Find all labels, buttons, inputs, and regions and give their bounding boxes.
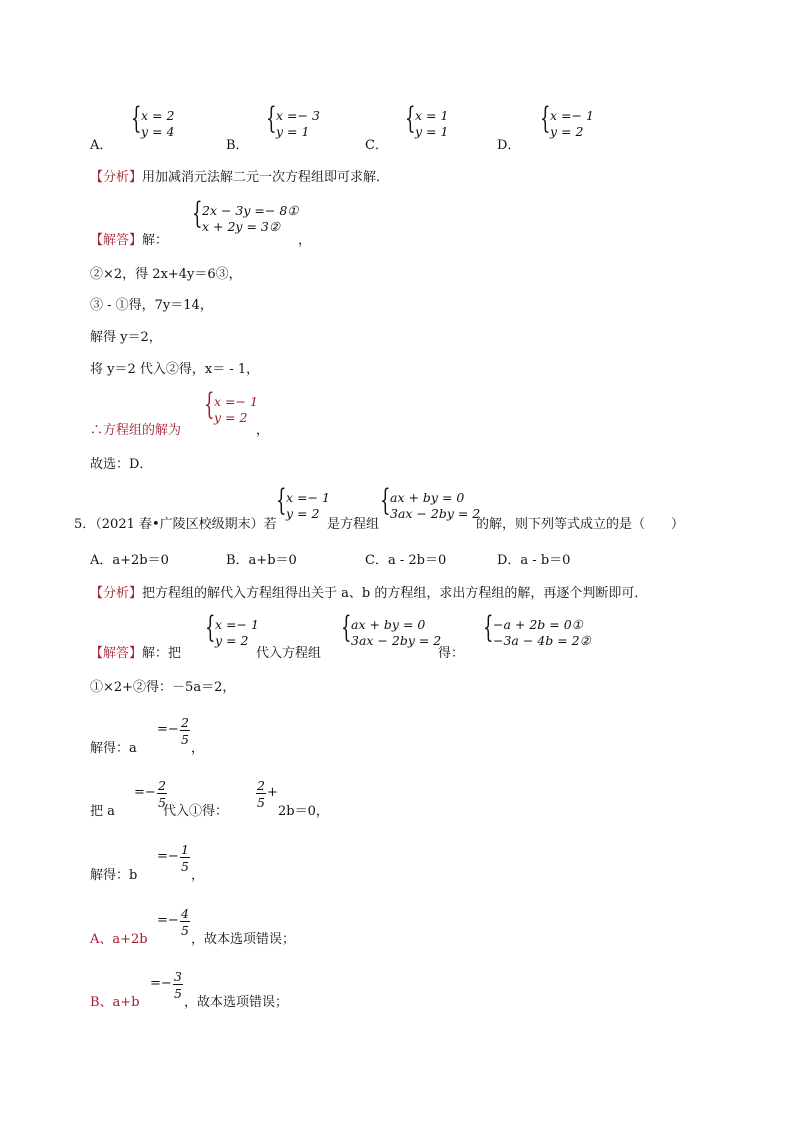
check-b-text: B、a+b: [90, 995, 140, 1010]
sub-plus: +: [267, 785, 278, 800]
solve-a-eq: =−: [157, 722, 179, 737]
result-text: ∴方程组的解为: [90, 423, 182, 438]
answer-intro: 解：把: [142, 646, 182, 661]
answer-tag: 【解答】: [90, 646, 143, 661]
option-b-label: B．: [226, 138, 249, 153]
check-b-eq: =−: [150, 976, 172, 991]
q5-analysis: [90, 582, 647, 601]
check-a-text: A、a+2b: [90, 932, 148, 947]
result-comma: ，: [256, 423, 270, 438]
solve-b-comma: ，: [191, 868, 205, 883]
analysis-tag: 【分析】: [90, 170, 143, 185]
option-a-label: A．: [90, 138, 113, 153]
analysis-text: 用加减消元法解二元一次方程组即可求解．: [142, 170, 390, 185]
system-comma: ，: [298, 233, 312, 248]
q5-option-d: D．a - b＝0: [497, 553, 571, 568]
solve-a-comma: ，: [191, 741, 205, 756]
q5-option-a: A．a+2b＝0: [90, 553, 169, 568]
answer-heading: [90, 642, 181, 661]
option-d-label: D．: [497, 138, 521, 153]
step-4: 将 y＝2 代入②得，x＝ - 1，: [90, 362, 260, 377]
option-c-label: C．: [365, 138, 388, 153]
solve-b-text: 解得：b: [90, 868, 138, 883]
check-a-tail: ，故本选项错误；: [191, 932, 296, 947]
step-2: ③ - ①得，7y＝14，: [90, 298, 213, 313]
step-3: 解得 y＝2，: [90, 330, 162, 345]
answer-heading: [90, 229, 168, 248]
choice: 故选：D．: [90, 457, 153, 472]
q5-step-1: ①×2+②得：－5a＝2，: [90, 680, 236, 695]
analysis-tag: 【分析】: [90, 586, 143, 601]
q5-option-c: C．a - 2b＝0: [365, 553, 447, 568]
analysis-text: 把方程组的解代入方程组得出关于 a、b 的方程组，求出方程组的解，再逐个判断即可．: [142, 586, 648, 601]
q5-stem-suffix: 的解，则下列等式成立的是（ ）: [476, 517, 685, 532]
check-b-tail: ，故本选项错误；: [184, 995, 289, 1010]
q5-stem-prefix: 5．（2021 春•广陵区校级期末）若: [74, 517, 277, 532]
sub-eq: =−: [134, 785, 156, 800]
check-a-eq: =−: [157, 913, 179, 928]
q5-answer-mid-text: 代入方程组: [256, 646, 322, 661]
answer-intro: 解：: [142, 233, 169, 248]
sub-text-2: 代入①得：: [163, 804, 229, 819]
q5-option-b: B．a+b＝0: [226, 553, 297, 568]
step-1: ②×2，得 2x+4y＝6③，: [90, 267, 242, 282]
sub-text-1: 把 a: [90, 804, 115, 819]
q5-mid-text: 是方程组: [327, 517, 380, 532]
solve-a-text: 解得：a: [90, 741, 137, 756]
answer-tag: 【解答】: [90, 233, 143, 248]
q4-analysis: [90, 166, 389, 185]
solve-b-eq: =−: [157, 849, 179, 864]
q5-answer-de-text: 得：: [438, 646, 465, 661]
sub-text-3: 2b＝0，: [278, 804, 329, 819]
